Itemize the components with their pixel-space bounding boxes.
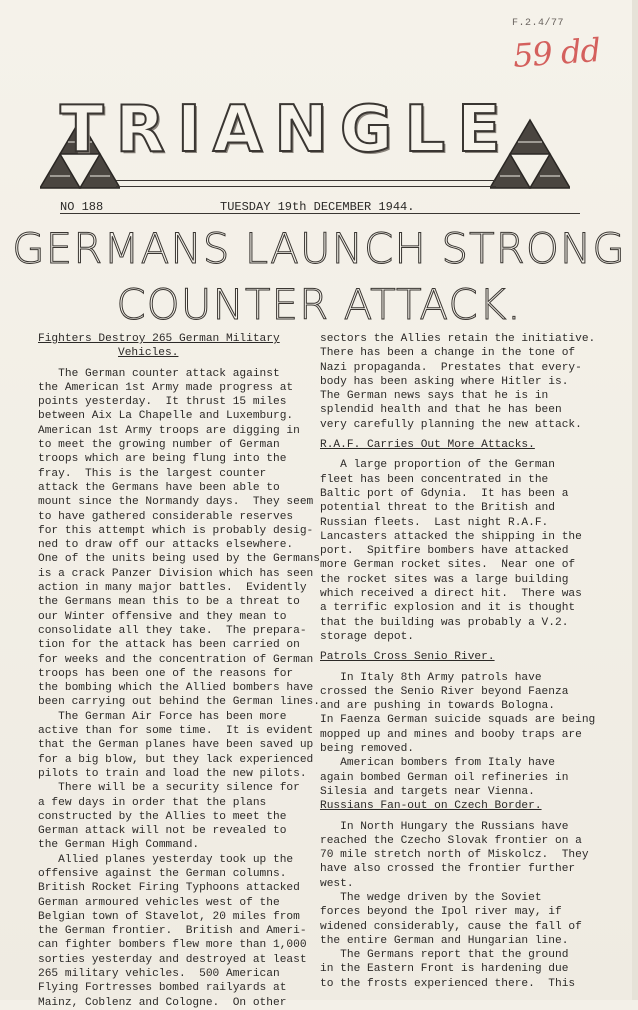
headline-line-1: GERMANS LAUNCH STRONG <box>12 224 626 273</box>
headline-line-2: COUNTER ATTACK. <box>116 280 522 329</box>
text-line: fleet has been concentrated in the <box>320 473 549 486</box>
text-line: in the Eastern Front is hardening due <box>320 963 569 976</box>
text-line: The German Air Force has been more <box>38 710 287 723</box>
text-line: German armoured vehicles west of the <box>38 896 280 909</box>
text-line: Lancasters attacked the shipping in the <box>320 530 582 543</box>
text-line: for weeks and the concentration of German <box>38 653 314 666</box>
handwritten-page-mark: 59 dd <box>511 31 602 75</box>
text-line: for this attempt which is probably desig- <box>38 524 314 537</box>
issue-date: TUESDAY 19th DECEMBER 1944. <box>220 200 415 214</box>
text-line: 265 military vehicles. 500 American <box>38 968 280 981</box>
text-line: that the German planes have been saved up <box>38 739 314 752</box>
masthead-rule-1 <box>116 180 496 181</box>
text-line: a few days in order that the plans <box>38 796 267 809</box>
text-line: British Rocket Firing Typhoons attacked <box>38 882 300 895</box>
text-line: to have gathered considerable reserves <box>38 510 294 523</box>
text-line: In Italy 8th Army patrols have <box>320 671 542 684</box>
text-line: mopped up and mines and booby traps are <box>320 728 582 741</box>
text-line: Belgian town of Stavelot, 20 miles from <box>38 910 300 923</box>
text-line: a terrific explosion and it is thought <box>320 602 576 615</box>
text-line: fray. This is the largest counter <box>38 467 267 480</box>
text-line: to meet the growing number of German <box>38 439 280 452</box>
article-body-senio <box>320 671 620 800</box>
text-line: crossed the Senio River beyond Faenza <box>320 685 569 698</box>
text-line: offensive against the German columns. <box>38 867 287 880</box>
text-line: In North Hungary the Russians have <box>320 820 569 833</box>
text-line: active than for some time. It is evident <box>38 725 314 738</box>
text-line: There has been a change in the tone of <box>320 347 576 360</box>
text-line: One of the units being used by the Germans <box>38 553 320 566</box>
article-heading-russians: Russians Fan-out on Czech Border. <box>320 800 542 813</box>
text-line: again bombed German oil refineries in <box>320 771 569 784</box>
text-line: have also crossed the frontier further <box>320 863 576 876</box>
article-heading-senio: Patrols Cross Senio River. <box>320 651 495 664</box>
text-line: body has been asking where Hitler is. <box>320 375 569 388</box>
text-line: tion for the attack has been carried on <box>38 639 300 652</box>
text-line: storage depot. <box>320 630 414 643</box>
text-line: Silesia and targets near Vienna. <box>320 785 535 798</box>
column-right <box>320 332 620 991</box>
text-line: to the frosts experienced there. This <box>320 977 576 990</box>
text-line: can fighter bombers flew more than 1,000 <box>38 939 307 952</box>
archive-reference: F.2.4/77 <box>512 18 565 29</box>
article-body-raf <box>320 458 620 644</box>
text-line: between Aix La Chapelle and Luxemburg. <box>38 410 294 423</box>
text-line: consolidate all they take. The prepara- <box>38 624 307 637</box>
issue-number: NO 188 <box>60 200 104 214</box>
text-line: the German frontier. British and Ameri- <box>38 925 307 938</box>
text-line: troops has been one of the reasons for <box>38 667 294 680</box>
text-line: In Faenza German suicide squads are being <box>320 714 596 727</box>
text-line: the bombing which the Allied bombers have <box>38 682 314 695</box>
text-line: There will be a security silence for <box>38 782 300 795</box>
article-body-fighters <box>38 367 320 1010</box>
text-line: 70 mile stretch north of Miskolcz. They <box>320 849 589 862</box>
text-line: The German news says that he is in <box>320 390 549 403</box>
text-line: Allied planes yesterday took up the <box>38 853 294 866</box>
text-line: attack the Germans have been able to <box>38 481 280 494</box>
text-line: for a big blow, but they lack experienced <box>38 753 314 766</box>
text-line: potential threat to the British and <box>320 502 555 515</box>
text-line: German attack will not be revealed to <box>38 825 287 838</box>
article-heading-fighters-cont: Vehicles. <box>118 347 179 360</box>
column-left <box>38 332 320 1010</box>
masthead-rule-2 <box>116 186 496 187</box>
text-line: our Winter offensive and they mean to <box>38 610 287 623</box>
text-line: been carrying out behind the German lines. <box>38 696 320 709</box>
text-line: the Germans mean this to be a threat to <box>38 596 300 609</box>
article-heading-raf: R.A.F. Carries Out More Attacks. <box>320 439 535 452</box>
text-line: the rocket sites was a large building <box>320 573 569 586</box>
text-line: the German High Command. <box>38 839 200 852</box>
text-line: the American 1st Army made progress at <box>38 381 294 394</box>
text-line: forces beyond the Ipol river may, if <box>320 906 562 919</box>
text-line: is a crack Panzer Division which has seen <box>38 567 314 580</box>
text-line: very carefully planning the new attack. <box>320 418 582 431</box>
text-line: pilots to train and load the new pilots. <box>38 767 307 780</box>
article-heading-fighters: Fighters Destroy 265 German Military <box>38 333 280 345</box>
text-line: Russian fleets. Last night R.A.F. <box>320 516 549 529</box>
text-line: The wedge driven by the Soviet <box>320 891 542 904</box>
text-line: widened considerably, cause the fall of <box>320 920 582 933</box>
text-line: Mainz, Coblenz and Cologne. On other <box>38 996 287 1009</box>
page-edge <box>632 0 638 1000</box>
text-line: more German rocket sites. Near one of <box>320 559 576 572</box>
text-line: troops which are being flung into the <box>38 453 287 466</box>
text-line: ned to draw off our attacks elsewhere. <box>38 539 294 552</box>
text-line: Nazi propaganda. Prestates that every- <box>320 361 582 374</box>
text-line: mount since the Normandy days. They seem <box>38 496 314 509</box>
text-line: A large proportion of the German <box>320 459 555 472</box>
text-line: which received a direct hit. There was <box>320 588 582 601</box>
text-line: sorties yesterday and destroyed at least <box>38 953 307 966</box>
text-line: The Germans report that the ground <box>320 949 569 962</box>
text-line: port. Spitfire bombers have attacked <box>320 545 569 558</box>
text-line: American 1st Army troops are digging in <box>38 424 300 437</box>
text-line: reached the Czecho Slovak frontier on a <box>320 834 582 847</box>
text-line: that the building was probably a V.2. <box>320 616 569 629</box>
masthead-title: TRIANGLE <box>60 93 513 167</box>
text-line: being removed. <box>320 743 414 756</box>
text-line: west. <box>320 877 354 890</box>
text-line: American bombers from Italy have <box>320 757 555 770</box>
article-body-continued <box>320 332 620 432</box>
text-line: splendid health and that he has been <box>320 404 562 417</box>
text-line: constructed by the Allies to meet the <box>38 810 287 823</box>
text-line: sectors the Allies retain the initiative. <box>320 333 596 345</box>
text-line: The German counter attack against <box>38 367 280 380</box>
text-line: the entire German and Hungarian line. <box>320 934 569 947</box>
text-line: Baltic port of Gdynia. It has been a <box>320 487 569 500</box>
text-line: points yesterday. It thrust 15 miles <box>38 396 287 409</box>
text-line: Flying Fortresses bombed railyards at <box>38 982 287 995</box>
text-line: and are pushing in towards Bologna. <box>320 700 555 713</box>
text-line: action in many major battles. Evidently <box>38 582 307 595</box>
article-body-russians <box>320 820 620 992</box>
